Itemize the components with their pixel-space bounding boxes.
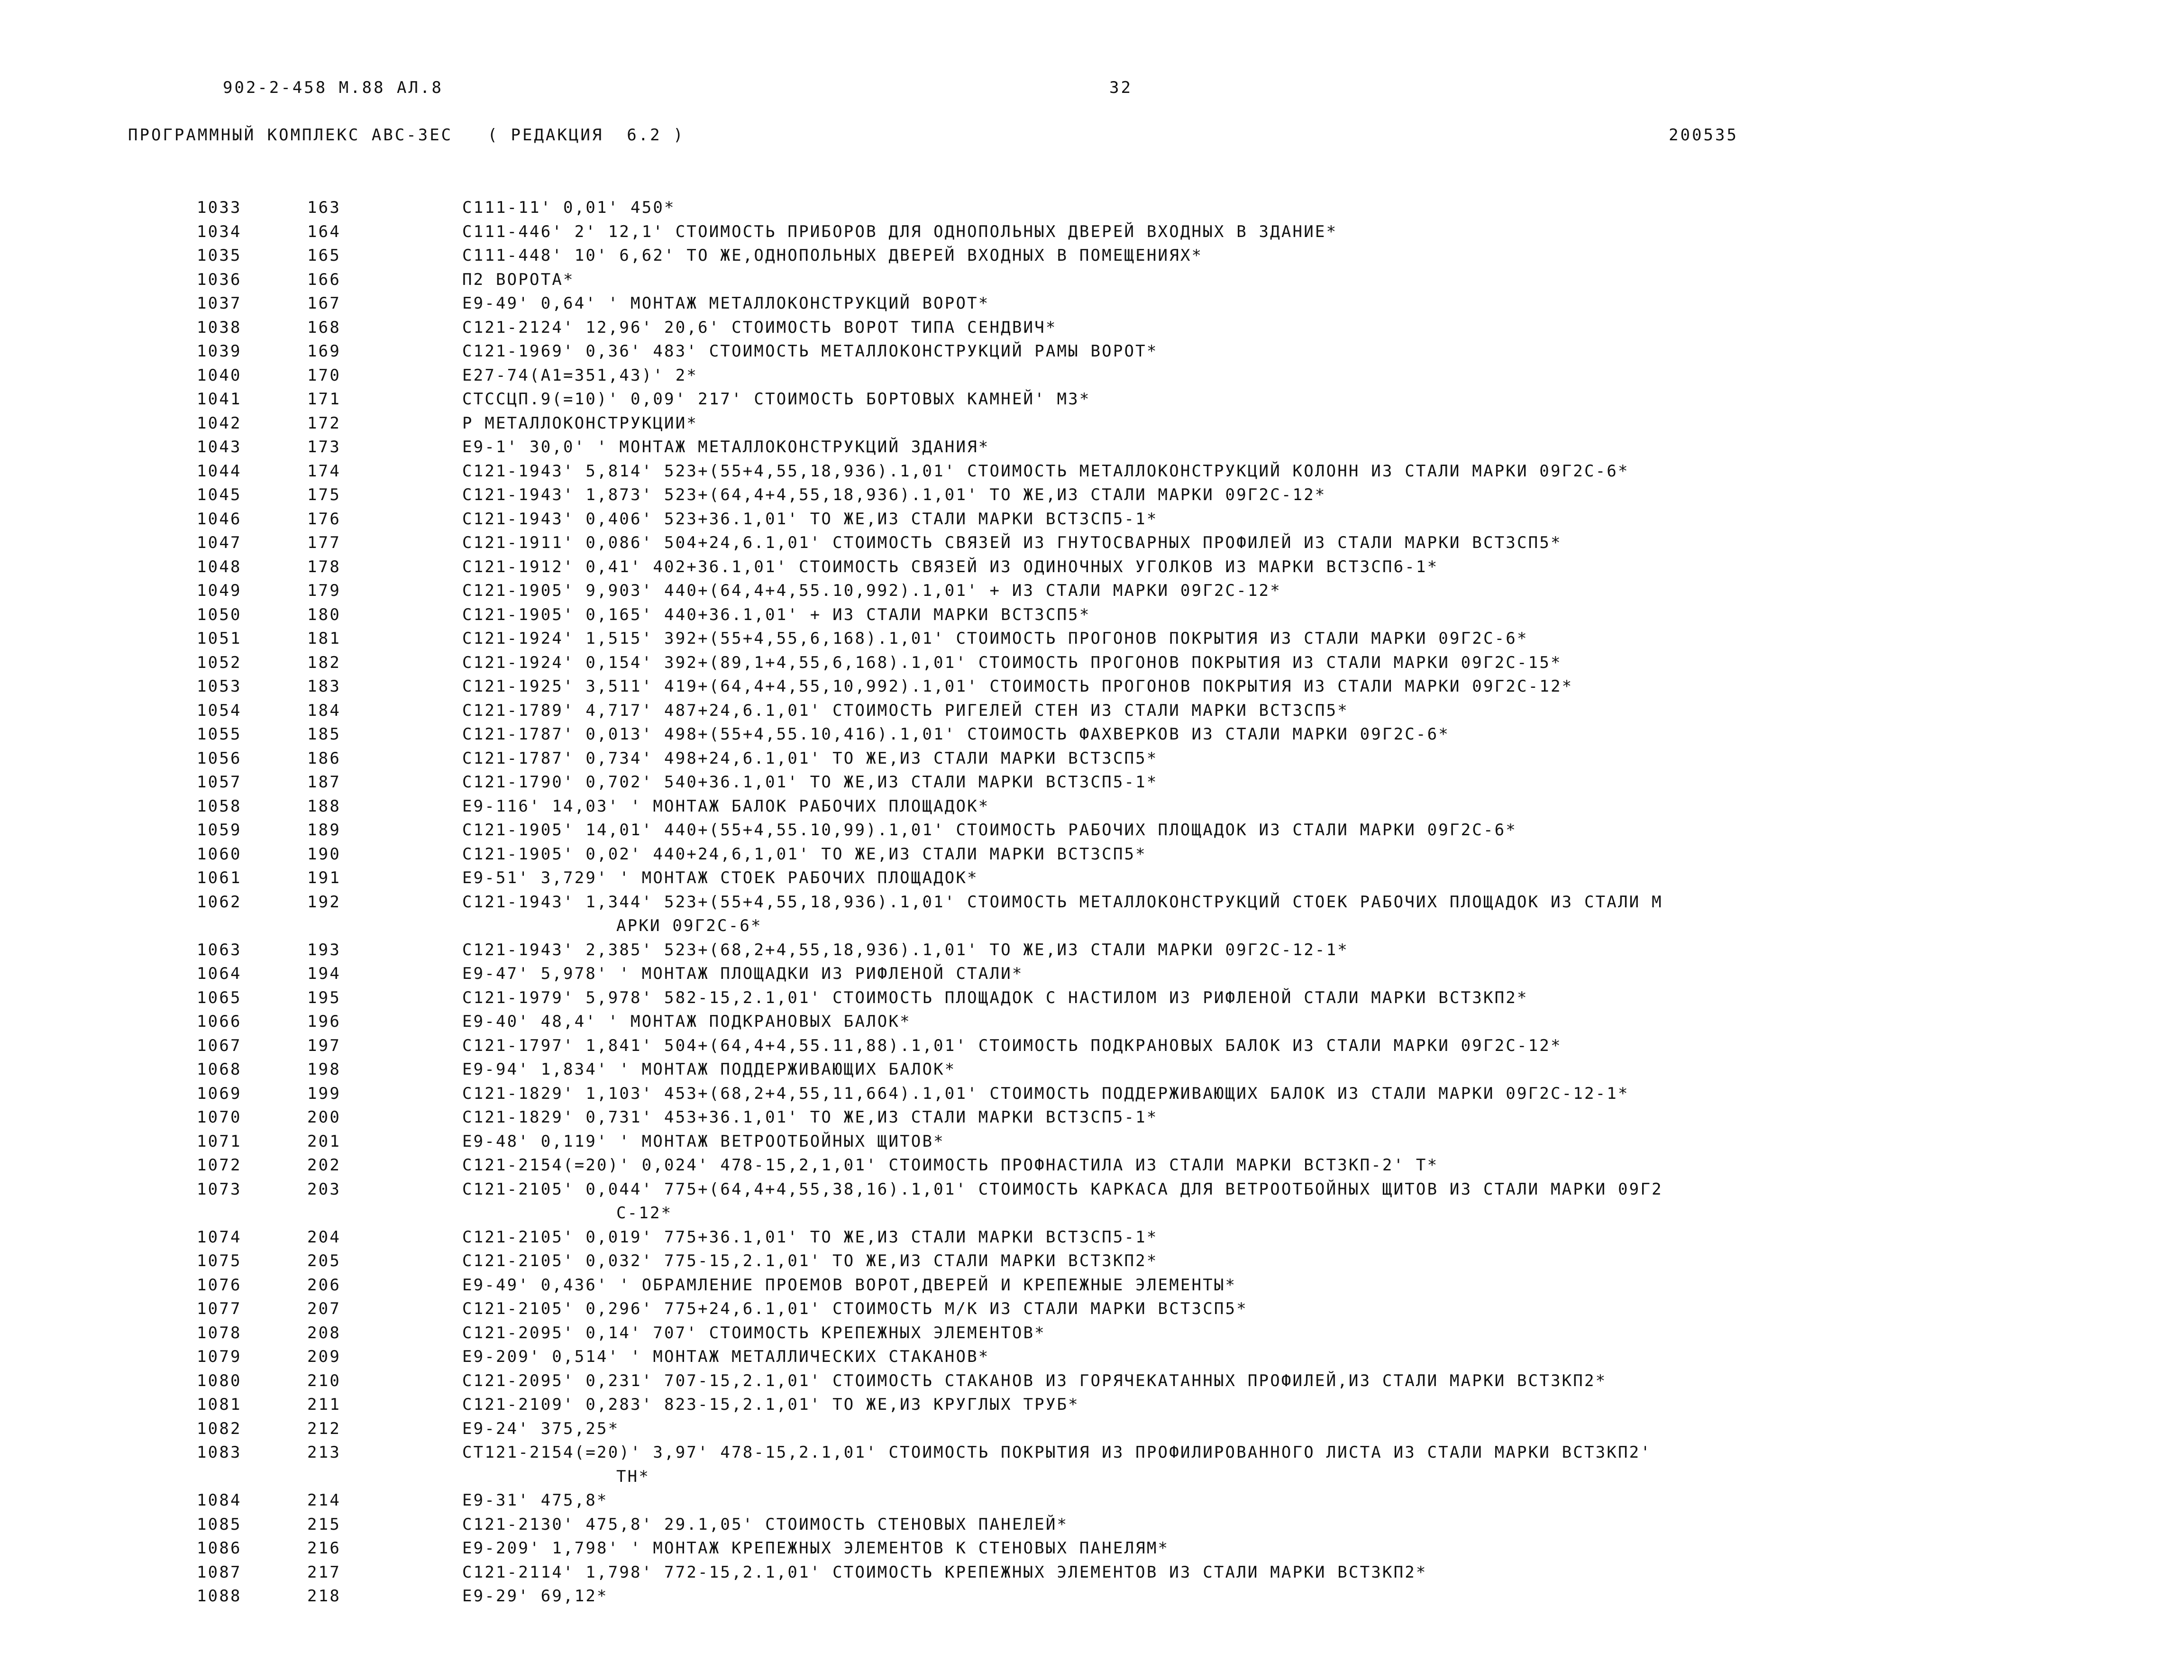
listing: [0, 196, 2184, 1608]
statement-text: С121-2105' 0,044' 775+(64,4+4,55,38,16).1,01' СТОИМОСТЬ КАРКАСА ДЛЯ ВЕТРООТБОЙНЫХ ЩИТОВ ИЗ СТАЛИ МАРКИ 09Г2: [462, 1179, 1663, 1199]
statement-text: Е9-48' 0,119' ' МОНТАЖ ВЕТРООТБОЙНЫХ ЩИТОВ*: [462, 1132, 945, 1151]
statement-number: 186: [307, 749, 341, 768]
line-number: 1059: [197, 821, 242, 840]
listing-row: [0, 1441, 2184, 1488]
line-number: 1035: [197, 246, 242, 265]
statement-number: 212: [307, 1419, 341, 1438]
statement-number: 206: [307, 1275, 341, 1295]
listing-row: [0, 268, 2184, 292]
statement-number: 176: [307, 509, 341, 529]
statement-number: 209: [307, 1347, 341, 1366]
statement-text: С121-1979' 5,978' 582-15,2.1,01' СТОИМОСТЬ ПЛОЩАДОК С НАСТИЛОМ ИЗ РИФЛЕНОЙ СТАЛИ МАРКИ ВСТ3КП2*: [462, 988, 1528, 1007]
line-number: 1046: [197, 509, 242, 529]
listing-row: [0, 675, 2184, 699]
line-number: 1077: [197, 1299, 242, 1318]
line-number: 1055: [197, 725, 242, 744]
listing-row: [0, 603, 2184, 627]
listing-row: [0, 1010, 2184, 1034]
line-number: 1034: [197, 222, 242, 241]
statement-text: Е9-116' 14,03' ' МОНТАЖ БАЛОК РАБОЧИХ ПЛОЩАДОК*: [462, 796, 990, 816]
listing-row: [0, 699, 2184, 723]
statement-number: 171: [307, 390, 341, 409]
line-number: 1040: [197, 365, 242, 385]
statement-number: 185: [307, 725, 341, 744]
statement-text: СТ121-2154(=20)' 3,97' 478-15,2.1,01' СТОИМОСТЬ ПОКРЫТИЯ ИЗ ПРОФИЛИРОВАННОГО ЛИСТА ИЗ СТАЛИ МАРКИ ВСТ3КП2': [462, 1443, 1652, 1462]
listing-row: [0, 1297, 2184, 1321]
statement-text: С121-1787' 0,734' 498+24,6.1,01' ТО ЖЕ,ИЗ СТАЛИ МАРКИ ВСТ3СП5*: [462, 749, 1158, 768]
listing-row: [0, 220, 2184, 244]
line-number: 1048: [197, 557, 242, 576]
line-number: 1085: [197, 1515, 242, 1534]
statement-text: Е9-94' 1,834' ' МОНТАЖ ПОДДЕРЖИВАЮЩИХ БАЛОК*: [462, 1060, 956, 1079]
line-number: 1053: [197, 677, 242, 696]
listing-row: [0, 1153, 2184, 1178]
listing-row: [0, 555, 2184, 579]
line-number: 1050: [197, 605, 242, 624]
line-number: 1087: [197, 1562, 242, 1582]
statement-text: С121-1911' 0,086' 504+24,6.1,01' СТОИМОСТЬ СВЯЗЕЙ ИЗ ГНУТОСВАРНЫХ ПРОФИЛЕЙ ИЗ СТАЛИ МАРКИ ВСТ3СП5*: [462, 533, 1562, 552]
listing-row: [0, 1393, 2184, 1417]
listing-row: [0, 627, 2184, 651]
statement-text: Е9-49' 0,64' ' МОНТАЖ МЕТАЛЛОКОНСТРУКЦИЙ ВОРОТ*: [462, 294, 990, 313]
listing-row: [0, 1513, 2184, 1537]
statement-text: Е9-47' 5,978' ' МОНТАЖ ПЛОЩАДКИ ИЗ РИФЛЕНОЙ СТАЛИ*: [462, 964, 1023, 983]
statement-number: 211: [307, 1395, 341, 1414]
line-number: 1075: [197, 1251, 242, 1270]
listing-row: [0, 866, 2184, 890]
listing-row: [0, 818, 2184, 842]
listing-row: [0, 842, 2184, 867]
listing-row: [0, 962, 2184, 986]
listing-row: [0, 339, 2184, 364]
statement-text: С121-1829' 1,103' 453+(68,2+4,55,11,664).1,01' СТОИМОСТЬ ПОДДЕРЖИВАЮЩИХ БАЛОК ИЗ СТАЛИ МАРКИ 09Г2С-12-1*: [462, 1084, 1629, 1103]
listing-row: [0, 1058, 2184, 1082]
statement-number: 196: [307, 1012, 341, 1031]
statement-number: 199: [307, 1084, 341, 1103]
statement-number: 188: [307, 796, 341, 816]
line-number: 1084: [197, 1491, 242, 1510]
listing-row: [0, 794, 2184, 819]
line-number: 1067: [197, 1036, 242, 1055]
listing-row: [0, 1249, 2184, 1273]
line-number: 1071: [197, 1132, 242, 1151]
line-number: 1078: [197, 1323, 242, 1342]
line-number: 1060: [197, 844, 242, 864]
line-number: 1068: [197, 1060, 242, 1079]
statement-text: С121-1787' 0,013' 498+(55+4,55.10,416).1,01' СТОИМОСТЬ ФАХВЕРКОВ ИЗ СТАЛИ МАРКИ 09Г2С-6*: [462, 725, 1450, 744]
statement-number: 197: [307, 1036, 341, 1055]
statement-number: 194: [307, 964, 341, 983]
statement-text: СТССЦП.9(=10)' 0,09' 217' СТОИМОСТЬ БОРТОВЫХ КАМНЕЙ' М3*: [462, 390, 1091, 409]
listing-row: [0, 1369, 2184, 1393]
line-number: 1083: [197, 1443, 242, 1462]
statement-number: 189: [307, 821, 341, 840]
listing-row: [0, 747, 2184, 771]
line-number: 1049: [197, 581, 242, 600]
line-number: 1039: [197, 342, 242, 361]
statement-text: С121-1925' 3,511' 419+(64,4+4,55,10,992).1,01' СТОИМОСТЬ ПРОГОНОВ ПОКРЫТИЯ ИЗ СТАЛИ МАРКИ 09Г2С-12*: [462, 677, 1573, 696]
listing-row: [0, 483, 2184, 507]
statement-number: 193: [307, 940, 341, 959]
statement-number: 210: [307, 1371, 341, 1390]
statement-number: 205: [307, 1251, 341, 1270]
statement-number: 177: [307, 533, 341, 552]
listing-row: [0, 890, 2184, 938]
listing-row: [0, 1178, 2184, 1225]
statement-text: С121-1905' 9,903' 440+(64,4+4,55.10,992).1,01' + ИЗ СТАЛИ МАРКИ 09Г2С-12*: [462, 581, 1281, 600]
statement-text: С121-1924' 1,515' 392+(55+4,55,6,168).1,01' СТОИМОСТЬ ПРОГОНОВ ПОКРЫТИЯ ИЗ СТАЛИ МАРКИ 09Г2С-6*: [462, 629, 1528, 648]
statement-number: 218: [307, 1587, 341, 1606]
statement-number: 166: [307, 270, 341, 289]
listing-row: [0, 1321, 2184, 1345]
statement-text: С121-2095' 0,14' 707' СТОИМОСТЬ КРЕПЕЖНЫХ ЭЛЕМЕНТОВ*: [462, 1323, 1046, 1342]
statement-number: 200: [307, 1108, 341, 1127]
listing-row: [0, 1561, 2184, 1585]
line-number: 1054: [197, 701, 242, 720]
line-number: 1052: [197, 653, 242, 672]
line-number: 1036: [197, 270, 242, 289]
listing-row: [0, 770, 2184, 794]
statement-number: 216: [307, 1539, 341, 1558]
listing-row: [0, 364, 2184, 388]
listing-row: [0, 1345, 2184, 1369]
statement-continuation: С-12*: [616, 1204, 673, 1223]
statement-text: С121-1943' 2,385' 523+(68,2+4,55,18,936).1,01' ТО ЖЕ,ИЗ СТАЛИ МАРКИ 09Г2С-12-1*: [462, 940, 1349, 959]
listing-row: [0, 1130, 2184, 1154]
line-number: 1081: [197, 1395, 242, 1414]
statement-text: С121-1924' 0,154' 392+(89,1+4,55,6,168).1,01' СТОИМОСТЬ ПРОГОНОВ ПОКРЫТИЯ ИЗ СТАЛИ МАРКИ 09Г2С-15*: [462, 653, 1562, 672]
line-number: 1086: [197, 1539, 242, 1558]
listing-row: [0, 292, 2184, 316]
statement-text: С111-446' 2' 12,1' СТОИМОСТЬ ПРИБОРОВ ДЛЯ ОДНОПОЛЬНЫХ ДВЕРЕЙ ВХОДНЫХ В ЗДАНИЕ*: [462, 222, 1338, 241]
line-number: 1061: [197, 868, 242, 887]
statement-text: Е9-209' 0,514' ' МОНТАЖ МЕТАЛЛИЧЕСКИХ СТАКАНОВ*: [462, 1347, 990, 1366]
listing-row: [0, 316, 2184, 340]
statement-number: 195: [307, 988, 341, 1007]
listing-row: [0, 435, 2184, 459]
line-number: 1080: [197, 1371, 242, 1390]
statement-number: 184: [307, 701, 341, 720]
statement-text: С121-2114' 1,798' 772-15,2.1,01' СТОИМОСТЬ КРЕПЕЖНЫХ ЭЛЕМЕНТОВ ИЗ СТАЛИ МАРКИ ВСТ3КП2*: [462, 1562, 1427, 1582]
line-number: 1072: [197, 1156, 242, 1175]
listing-row: [0, 387, 2184, 411]
statement-text: С111-11' 0,01' 450*: [462, 198, 676, 217]
statement-text: Е9-1' 30,0' ' МОНТАЖ МЕТАЛЛОКОНСТРУКЦИЙ ЗДАНИЯ*: [462, 438, 990, 457]
statement-number: 178: [307, 557, 341, 576]
line-number: 1037: [197, 294, 242, 313]
statement-text: П2 ВОРОТА*: [462, 270, 575, 289]
line-number: 1073: [197, 1179, 242, 1199]
line-number: 1066: [197, 1012, 242, 1031]
statement-number: 181: [307, 629, 341, 648]
listing-row: [0, 1584, 2184, 1608]
statement-text: С121-1969' 0,36' 483' СТОИМОСТЬ МЕТАЛЛОКОНСТРУКЦИЙ РАМЫ ВОРОТ*: [462, 342, 1158, 361]
line-number: 1063: [197, 940, 242, 959]
statement-continuation: АРКИ 09Г2С-6*: [616, 916, 762, 935]
statement-number: 168: [307, 318, 341, 337]
statement-text: С121-1943' 5,814' 523+(55+4,55,18,936).1,01' СТОИМОСТЬ МЕТАЛЛОКОНСТРУКЦИЙ КОЛОНН ИЗ СТАЛИ МАРКИ 09Г2С-6*: [462, 461, 1629, 481]
statement-text: С121-1829' 0,731' 453+36.1,01' ТО ЖЕ,ИЗ СТАЛИ МАРКИ ВСТ3СП5-1*: [462, 1108, 1158, 1127]
statement-text: С121-2154(=20)' 0,024' 478-15,2,1,01' СТОИМОСТЬ ПРОФНАСТИЛА ИЗ СТАЛИ МАРКИ ВСТ3КП-2' Т*: [462, 1156, 1439, 1175]
statement-number: 217: [307, 1562, 341, 1582]
statement-text: С121-1905' 0,165' 440+36.1,01' + ИЗ СТАЛИ МАРКИ ВСТ3СП5*: [462, 605, 1091, 624]
listing-row: [0, 986, 2184, 1010]
listing-row: [0, 1417, 2184, 1441]
statement-number: 192: [307, 892, 341, 912]
statement-continuation: ТН*: [616, 1467, 650, 1486]
statement-text: С121-2105' 0,296' 775+24,6.1,01' СТОИМОСТЬ М/К ИЗ СТАЛИ МАРКИ ВСТ3СП5*: [462, 1299, 1248, 1318]
statement-number: 169: [307, 342, 341, 361]
document-number: 200535: [1669, 126, 1738, 145]
line-number: 1045: [197, 485, 242, 504]
line-number: 1088: [197, 1587, 242, 1606]
statement-number: 204: [307, 1227, 341, 1247]
statement-text: С121-2105' 0,019' 775+36.1,01' ТО ЖЕ,ИЗ СТАЛИ МАРКИ ВСТ3СП5-1*: [462, 1227, 1158, 1247]
statement-text: Е9-31' 475,8*: [462, 1491, 608, 1510]
statement-number: 202: [307, 1156, 341, 1175]
statement-number: 164: [307, 222, 341, 241]
statement-number: 198: [307, 1060, 341, 1079]
listing-row: [0, 1273, 2184, 1297]
statement-number: 167: [307, 294, 341, 313]
statement-text: Е9-209' 1,798' ' МОНТАЖ КРЕПЕЖНЫХ ЭЛЕМЕНТОВ К СТЕНОВЫХ ПАНЕЛЯМ*: [462, 1539, 1170, 1558]
listing-row: [0, 938, 2184, 962]
statement-number: 191: [307, 868, 341, 887]
statement-text: С121-1943' 1,873' 523+(64,4+4,55,18,936).1,01' ТО ЖЕ,ИЗ СТАЛИ МАРКИ 09Г2С-12*: [462, 485, 1326, 504]
statement-number: 174: [307, 461, 341, 481]
statement-number: 213: [307, 1443, 341, 1462]
line-number: 1070: [197, 1108, 242, 1127]
document-code: 902-2-458 М.88 АЛ.8: [223, 78, 443, 97]
statement-number: 183: [307, 677, 341, 696]
line-number: 1044: [197, 461, 242, 481]
statement-text: С121-1943' 1,344' 523+(55+4,55,18,936).1,01' СТОИМОСТЬ МЕТАЛЛОКОНСТРУКЦИЙ СТОЕК РАБОЧИХ ПЛОЩАДОК ИЗ СТАЛИ М: [462, 892, 1663, 912]
listing-row: [0, 722, 2184, 747]
listing-row: [0, 459, 2184, 484]
listing-row: [0, 196, 2184, 220]
line-number: 1033: [197, 198, 242, 217]
statement-number: 170: [307, 365, 341, 385]
listing-row: [0, 651, 2184, 675]
statement-number: 180: [307, 605, 341, 624]
line-number: 1043: [197, 438, 242, 457]
listing-row: [0, 1536, 2184, 1561]
statement-number: 207: [307, 1299, 341, 1318]
line-number: 1051: [197, 629, 242, 648]
program-title: ПРОГРАММНЫЙ КОМПЛЕКС АВС-3ЕС ( РЕДАКЦИЯ 6.2 ): [128, 126, 685, 145]
listing-row: [0, 1225, 2184, 1250]
statement-number: 208: [307, 1323, 341, 1342]
statement-text: С121-1790' 0,702' 540+36.1,01' ТО ЖЕ,ИЗ СТАЛИ МАРКИ ВСТ3СП5-1*: [462, 773, 1158, 792]
line-number: 1065: [197, 988, 242, 1007]
statement-number: 215: [307, 1515, 341, 1534]
listing-row: [0, 579, 2184, 603]
listing-row: [0, 1082, 2184, 1106]
listing-row: [0, 507, 2184, 531]
statement-text: Е9-24' 375,25*: [462, 1419, 620, 1438]
listing-row: [0, 531, 2184, 555]
statement-number: 182: [307, 653, 341, 672]
statement-text: Е9-51' 3,729' ' МОНТАЖ СТОЕК РАБОЧИХ ПЛОЩАДОК*: [462, 868, 978, 887]
statement-number: 175: [307, 485, 341, 504]
statement-text: С121-2109' 0,283' 823-15,2.1,01' ТО ЖЕ,ИЗ КРУГЛЫХ ТРУБ*: [462, 1395, 1079, 1414]
statement-number: 179: [307, 581, 341, 600]
statement-text: Е27-74(А1=351,43)' 2*: [462, 365, 698, 385]
listing-row: [0, 1034, 2184, 1058]
line-number: 1064: [197, 964, 242, 983]
statement-number: 201: [307, 1132, 341, 1151]
line-number: 1042: [197, 413, 242, 433]
statement-text: С121-1905' 14,01' 440+(55+4,55.10,99).1,01' СТОИМОСТЬ РАБОЧИХ ПЛОЩАДОК ИЗ СТАЛИ МАРКИ 09Г2С-6*: [462, 821, 1517, 840]
statement-text: С121-1797' 1,841' 504+(64,4+4,55.11,88).1,01' СТОИМОСТЬ ПОДКРАНОВЫХ БАЛОК ИЗ СТАЛИ МАРКИ 09Г2С-12*: [462, 1036, 1562, 1055]
statement-text: Е9-49' 0,436' ' ОБРАМЛЕНИЕ ПРОЕМОВ ВОРОТ,ДВЕРЕЙ И КРЕПЕЖНЫЕ ЭЛЕМЕНТЫ*: [462, 1275, 1237, 1295]
statement-text: С121-1789' 4,717' 487+24,6.1,01' СТОИМОСТЬ РИГЕЛЕЙ СТЕН ИЗ СТАЛИ МАРКИ ВСТ3СП5*: [462, 701, 1349, 720]
statement-number: 214: [307, 1491, 341, 1510]
statement-number: 172: [307, 413, 341, 433]
line-number: 1057: [197, 773, 242, 792]
line-number: 1041: [197, 390, 242, 409]
statement-number: 190: [307, 844, 341, 864]
listing-row: [0, 244, 2184, 268]
listing-row: [0, 1488, 2184, 1513]
statement-number: 187: [307, 773, 341, 792]
line-number: 1056: [197, 749, 242, 768]
statement-text: С121-1905' 0,02' 440+24,6,1,01' ТО ЖЕ,ИЗ СТАЛИ МАРКИ ВСТ3СП5*: [462, 844, 1147, 864]
statement-number: 163: [307, 198, 341, 217]
statement-text: С121-1912' 0,41' 402+36.1,01' СТОИМОСТЬ СВЯЗЕЙ ИЗ ОДИНОЧНЫХ УГОЛКОВ ИЗ МАРКИ ВСТ3СП6-1*: [462, 557, 1439, 576]
line-number: 1038: [197, 318, 242, 337]
listing-row: [0, 411, 2184, 436]
statement-text: С121-2130' 475,8' 29.1,05' СТОИМОСТЬ СТЕНОВЫХ ПАНЕЛЕЙ*: [462, 1515, 1069, 1534]
listing-row: [0, 1105, 2184, 1130]
statement-text: Р МЕТАЛЛОКОНСТРУКЦИИ*: [462, 413, 698, 433]
statement-text: С121-2124' 12,96' 20,6' СТОИМОСТЬ ВОРОТ ТИПА СЕНДВИЧ*: [462, 318, 1057, 337]
statement-text: С121-2105' 0,032' 775-15,2.1,01' ТО ЖЕ,ИЗ СТАЛИ МАРКИ ВСТ3КП2*: [462, 1251, 1158, 1270]
line-number: 1069: [197, 1084, 242, 1103]
page-number: 32: [1109, 78, 1133, 97]
statement-text: Е9-29' 69,12*: [462, 1587, 608, 1606]
statement-text: С121-1943' 0,406' 523+36.1,01' ТО ЖЕ,ИЗ СТАЛИ МАРКИ ВСТ3СП5-1*: [462, 509, 1158, 529]
statement-number: 165: [307, 246, 341, 265]
line-number: 1076: [197, 1275, 242, 1295]
line-number: 1079: [197, 1347, 242, 1366]
statement-text: С111-448' 10' 6,62' ТО ЖЕ,ОДНОПОЛЬНЫХ ДВЕРЕЙ ВХОДНЫХ В ПОМЕЩЕНИЯХ*: [462, 246, 1203, 265]
line-number: 1047: [197, 533, 242, 552]
line-number: 1074: [197, 1227, 242, 1247]
statement-number: 173: [307, 438, 341, 457]
statement-text: С121-2095' 0,231' 707-15,2.1,01' СТОИМОСТЬ СТАКАНОВ ИЗ ГОРЯЧЕКАТАННЫХ ПРОФИЛЕЙ,ИЗ СТАЛИ МАРКИ ВСТ3КП2*: [462, 1371, 1607, 1390]
line-number: 1058: [197, 796, 242, 816]
line-number: 1062: [197, 892, 242, 912]
statement-number: 203: [307, 1179, 341, 1199]
statement-text: Е9-40' 48,4' ' МОНТАЖ ПОДКРАНОВЫХ БАЛОК*: [462, 1012, 911, 1031]
line-number: 1082: [197, 1419, 242, 1438]
